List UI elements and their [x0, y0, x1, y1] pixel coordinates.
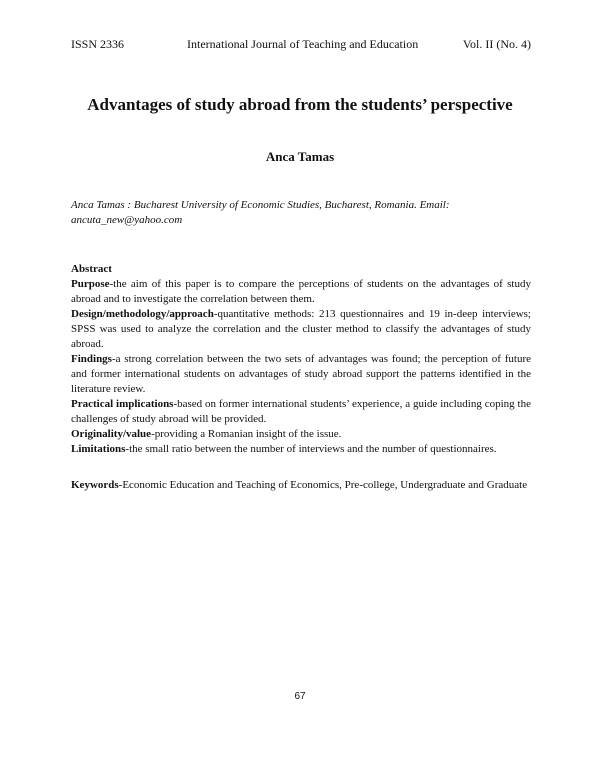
abstract-findings-label: Findings [71, 353, 112, 365]
abstract-originality [71, 427, 531, 442]
abstract-implications-label: Practical implications [71, 398, 174, 410]
keywords [71, 478, 531, 493]
abstract-limitations [71, 442, 531, 457]
page-number: 67 [294, 691, 306, 702]
abstract-heading: Abstract [71, 263, 112, 275]
abstract-block [71, 262, 531, 457]
author-affiliation: Anca Tamas : Bucharest University of Economic Studies, Bucharest, Romania. Email: ancuta_new@yahoo.com [71, 199, 450, 226]
running-header [71, 36, 531, 52]
abstract-design [71, 307, 531, 352]
abstract-findings-text: -a strong correlation between the two sets of advantages was found; the perception of future and former international students on advantages of study abroad support the patterns identified in the literature review. [71, 353, 531, 395]
abstract-purpose-text: -the aim of this paper is to compare the perceptions of students on the advantages of study abroad and to investigate the correlation between them. [71, 278, 531, 305]
header-issn: ISSN 2336 [71, 37, 125, 51]
abstract-design-label: Design/methodology/approach [71, 308, 214, 320]
abstract-purpose [71, 277, 531, 307]
abstract-implications-text: -based on former international students’ experience, a guide including coping the challenges of study abroad will be provided. [71, 398, 531, 425]
abstract-purpose-label: Purpose [71, 278, 110, 290]
abstract-design-text: -quantitative methods: 213 questionnaires and 19 in-deep interviews; SPSS was used to analyze the correlation and the cluster method to classify the advantages of study abroad. [71, 308, 531, 350]
abstract-implications [71, 397, 531, 427]
header-volume: Vol. II (No. 4) [462, 37, 531, 51]
abstract-limitations-text: -the small ratio between the number of interviews and the number of questionnaires. [125, 443, 497, 455]
abstract-originality-label: Originality/value [71, 428, 152, 440]
keywords-label: Keywords [71, 479, 119, 491]
author-name: Anca Tamas [265, 149, 335, 164]
keywords-text: -Economic Education and Teaching of Economics, Pre-college, Undergraduate and Graduate [118, 479, 528, 491]
abstract-originality-text: -providing a Romanian insight of the issue. [151, 428, 342, 440]
abstract-findings [71, 352, 531, 397]
abstract-limitations-label: Limitations [71, 443, 126, 455]
header-journal-name: International Journal of Teaching and Education [187, 37, 419, 51]
paper-title: Advantages of study abroad from the students’ perspective [87, 95, 513, 114]
